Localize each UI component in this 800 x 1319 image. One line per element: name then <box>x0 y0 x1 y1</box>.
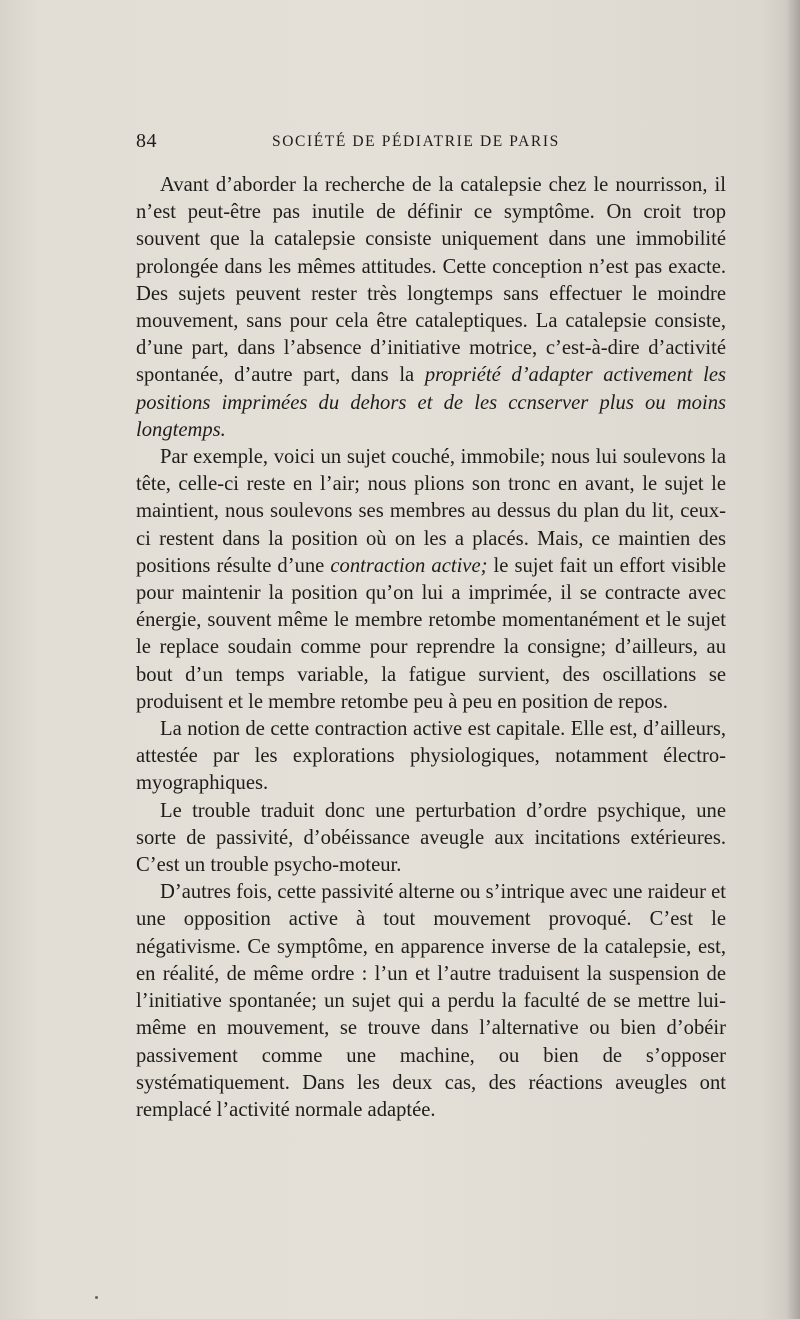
paragraph-text: La notion de cette contraction active est capitale. Elle est, d’ailleurs, attestée par les explorations physiologiques, notamment électro-myographiques. <box>136 718 726 795</box>
paragraph-text: D’autres fois, cette passivité alterne ou s’intrique avec une raideur et une opposition active à tout mouvement provoqué. C’est le négativisme. Ce symptôme, en apparence inverse de la catalepsie, est, en réalité, de même ordre : l’un et l’autre traduisent la suspension de l’initiative spontanée; un sujet qui a perdu la faculté de se mettre lui-même en mouvement, se trouve dans l’alternative ou bien d’obéir passivement comme une machine, ou bien de s’opposer systématiquement. Dans les deux cas, des réactions aveugles ont remplacé l’activité normale adaptée. <box>136 881 726 1121</box>
italic-phrase: propriété d’adapter activement les positions imprimées du dehors et de les ccnserver plus ou moins longtemps. <box>136 364 726 441</box>
paragraph-3 <box>136 716 726 798</box>
paragraph-4 <box>136 798 726 880</box>
page-number: 84 <box>136 130 157 152</box>
paragraph-text: Avant d’aborder la recherche de la catalepsie chez le nourrisson, il n’est peut-être pas inutile de définir ce symptôme. On croit trop souvent que la catalepsie consiste uniquement dans une immobilité prolongée dans les mêmes attitudes. Cette conception n’est pas exacte. Des sujets peuvent rester très longtemps sans effectuer le moindre mouvement, sans pour cela être cataleptiques. La catalepsie consiste, d’une part, dans l’absence d’initiative motrice, c’est-à-dire d’activité spontanée, d’autre part, dans la <box>136 174 726 387</box>
page-edge-shadow <box>786 0 800 1319</box>
paragraph-text: Par exemple, voici un sujet couché, immobile; nous lui soulevons la tête, celle-ci reste en l’air; nous plions son tronc en avant, le sujet le maintient, nous soulevons ses membres au dessus du plan du lit, ceux-ci restent dans la position où on les a placés. Mais, ce maintien des positions résulte d’une <box>136 446 726 577</box>
ink-speck <box>95 1296 98 1299</box>
running-title: SOCIÉTÉ DE PÉDIATRIE DE PARIS <box>272 133 560 150</box>
body-text <box>136 172 726 1124</box>
page-header <box>136 130 726 158</box>
paragraph-5 <box>136 879 726 1124</box>
paragraph-text: Le trouble traduit donc une perturbation d’ordre psychique, une sorte de passivité, d’obéissance aveugle aux incitations extérieures. C’est un trouble psycho-moteur. <box>136 799 726 877</box>
italic-phrase: contraction active; <box>330 554 488 577</box>
paragraph-2 <box>136 444 726 716</box>
paragraph-text: le sujet fait un effort visible pour maintenir la position qu’on lui a imprimée, il se contracte avec énergie, souvent même le membre retombe momentanément et le sujet le replace soudain comme pour reprendre la consigne; d’ailleurs, au bout d’un temps variable, la fatigue survient, des oscillations se produisent et le membre retombe peu à peu en position de repos. <box>136 554 726 713</box>
paragraph-1 <box>136 172 726 444</box>
